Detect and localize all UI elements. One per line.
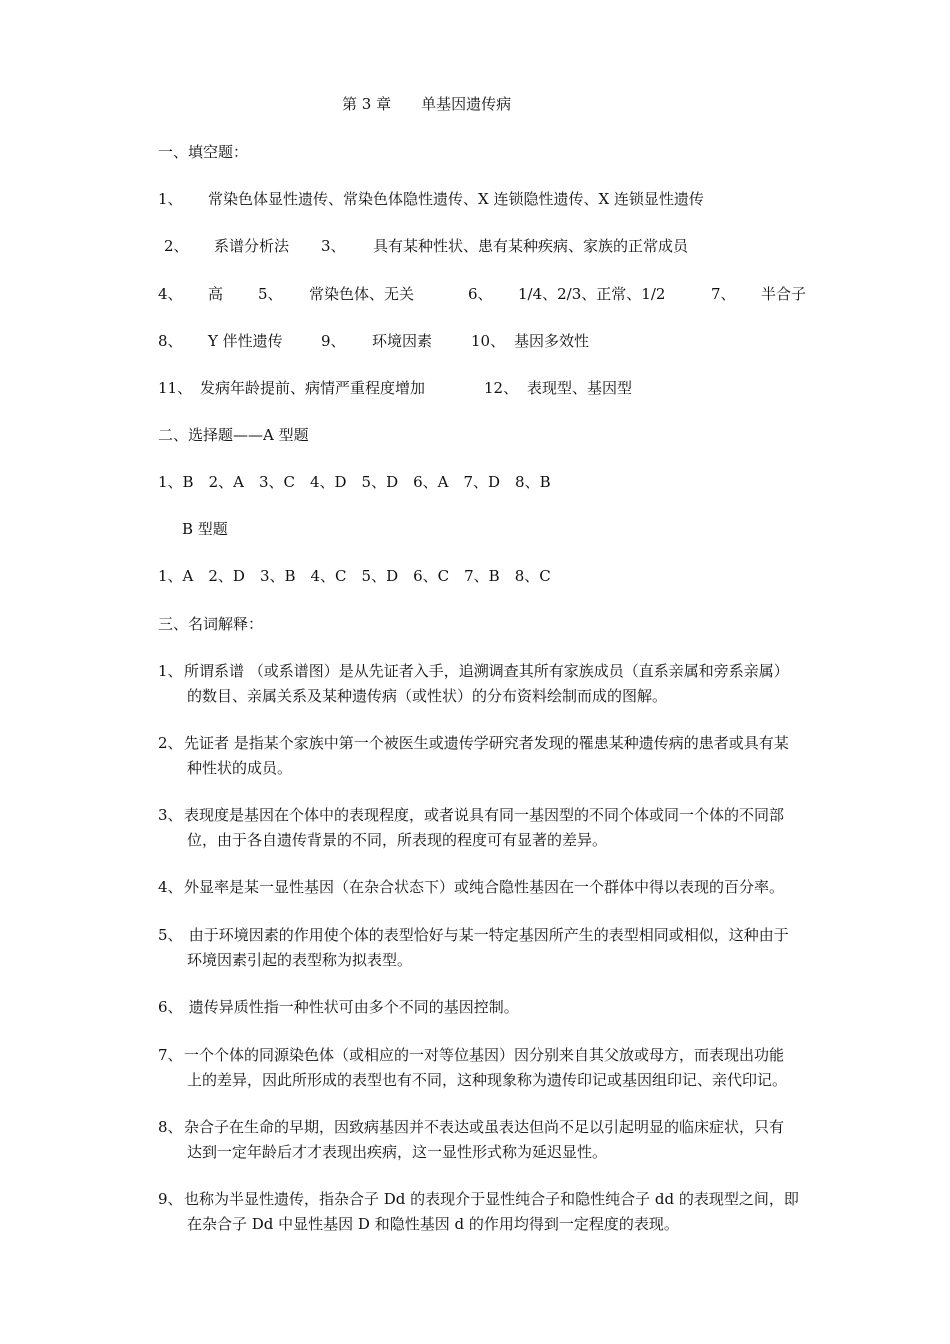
definition-8-number: 8、	[158, 1118, 183, 1136]
definition-9-line-2: 在杂合子 Dd 中显性基因 D 和隐性基因 d 的作用均得到一定程度的表现。	[187, 1215, 679, 1233]
answer-number: 4、	[158, 285, 183, 303]
section-heading-definitions: 三、名词解释：	[158, 615, 264, 633]
answer-text: 表现型、基因型	[527, 379, 633, 397]
definition-3-line-1: 表现度是基因在个体中的表现程度，或者说具有同一基因型的不同个体或同一个体的不同部	[184, 806, 785, 824]
definition-5-number: 5、	[158, 926, 183, 944]
definition-4-line-1: 外显率是某一显性基因（在杂合状态下）或纯合隐性基因在一个群体中得以表现的百分率。	[184, 878, 785, 896]
answer-text: 常染色体、无关	[309, 285, 415, 303]
definition-4-number: 4、	[158, 878, 183, 896]
definition-3-number: 3、	[158, 806, 183, 824]
answer-text: 常染色体显性遗传、常染色体隐性遗传、X 连锁隐性遗传、X 连锁显性遗传	[208, 190, 704, 208]
chapter-title	[342, 94, 511, 114]
answer-number: 5、	[258, 285, 283, 303]
chapter-number: 第 3 章	[342, 95, 392, 113]
answer-number: 10、	[471, 332, 506, 350]
definition-5-line-2: 环境因素引起的表型称为拟表型。	[187, 951, 413, 969]
answer-text: 高	[208, 285, 224, 303]
definition-9-line-1: 也称为半显性遗传，指杂合子 Dd 的表现介于显性纯合子和隐性纯合子 dd 的表现型之间，即	[184, 1190, 799, 1208]
answer-text: 系谱分析法	[214, 237, 290, 255]
definition-3-line-2: 位，由于各自遗传背景的不同，所表现的程度可有显著的差异。	[187, 831, 608, 849]
chapter-name: 单基因遗传病	[421, 95, 512, 113]
definition-6-line-1: 遗传异质性指一种性状可由多个不同的基因控制。	[184, 998, 519, 1016]
answer-number: 2、	[164, 237, 189, 255]
definition-2-line-2: 种性状的成员。	[187, 759, 293, 777]
definition-9-number: 9、	[158, 1190, 183, 1208]
definition-1-number: 1、	[158, 662, 183, 680]
definition-7-number: 7、	[158, 1046, 183, 1064]
answer-number: 6、	[468, 285, 493, 303]
choice-b-answers: 1、A 2、D 3、B 4、C 5、D 6、C 7、B 8、C	[158, 567, 551, 585]
definition-8-line-1: 杂合子在生命的早期，因致病基因并不表达或虽表达但尚不足以引起明显的临床症状，只有	[184, 1118, 785, 1136]
answer-number: 11、	[158, 379, 193, 397]
answer-number: 12、	[484, 379, 519, 397]
answer-number: 1、	[158, 190, 183, 208]
answer-number: 9、	[321, 332, 346, 350]
answer-text: 基因多效性	[514, 332, 590, 350]
answer-text: 发病年龄提前、病情严重程度增加	[200, 379, 426, 397]
definition-8-line-2: 达到一定年龄后才才表现出疾病，这一显性形式称为延迟显性。	[187, 1143, 608, 1161]
answer-text: 具有某种性状、患有某种疾病、家族的正常成员	[373, 237, 689, 255]
answer-number: 8、	[158, 332, 183, 350]
section-heading-fill-in: 一、填空题：	[158, 143, 249, 161]
definition-5-line-1: 由于环境因素的作用使个体的表型恰好与某一特定基因所产生的表型相同或相似，这种由于	[184, 926, 789, 944]
answer-number: 3、	[321, 237, 346, 255]
answer-text: Y 伴性遗传	[208, 332, 283, 350]
answer-text: 环境因素	[372, 332, 433, 350]
choice-a-answers: 1、B 2、A 3、C 4、D 5、D 6、A 7、D 8、B	[158, 473, 551, 491]
answer-text: 1/4、2/3、正常、1/2	[518, 285, 666, 303]
definition-1-line-2: 的数目、亲属关系及某种遗传病（或性状）的分布资料绘制而成的图解。	[187, 687, 668, 705]
definition-2-number: 2、	[158, 734, 183, 752]
definition-7-line-2: 上的差异，因此所形成的表型也有不同，这种现象称为遗传印记或基因组印记、亲代印记。	[187, 1071, 788, 1089]
definition-7-line-1: 一个个体的同源染色体（或相应的一对等位基因）因分别来自其父放或母方，而表现出功能	[184, 1046, 785, 1064]
answer-number: 7、	[711, 285, 736, 303]
choice-b-heading: B 型题	[182, 520, 228, 538]
answer-text: 半合子	[761, 285, 807, 303]
definition-2-line-1: 先证者 是指某个家族中第一个被医生或遗传学研究者发现的罹患某种遗传病的患者或具有某	[184, 734, 789, 752]
section-heading-choice: 二、选择题——A 型题	[158, 426, 309, 444]
definition-1-line-1: 所谓系谱 （或系谱图）是从先证者入手，追溯调查其所有家族成员（直系亲属和旁系亲属）	[184, 662, 789, 680]
definition-6-number: 6、	[158, 998, 183, 1016]
